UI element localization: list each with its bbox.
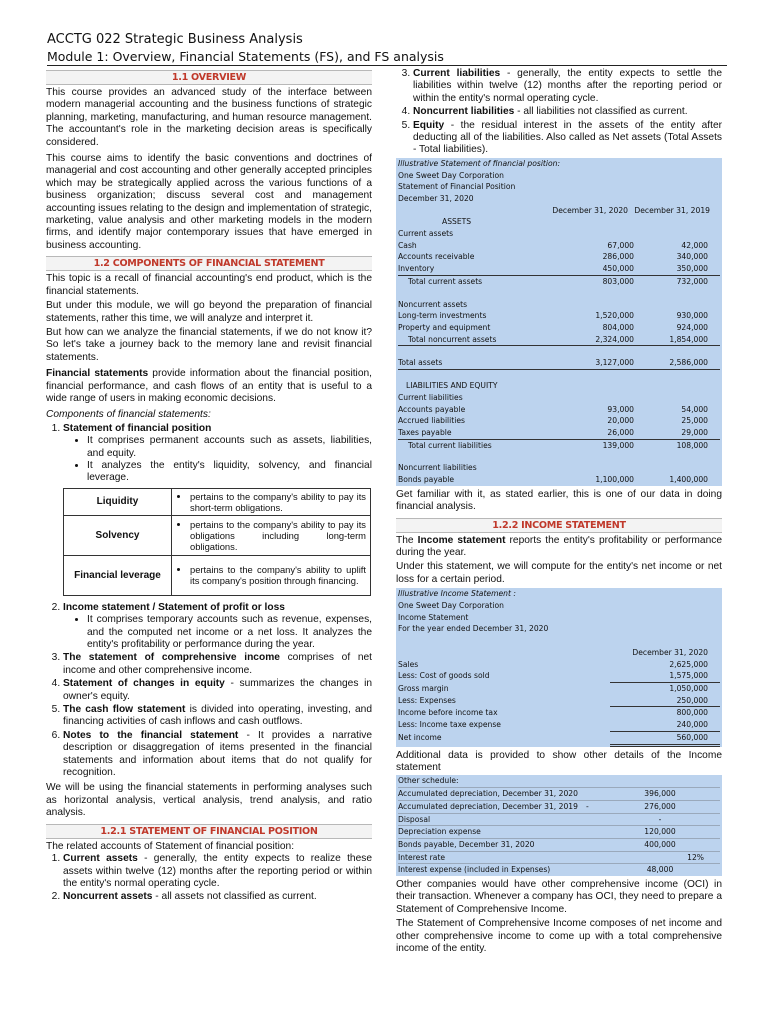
value: 400,000 bbox=[644, 839, 676, 849]
bullet-item: • pertains to the company's ability to uplift its company's position through financing. bbox=[190, 564, 366, 586]
item-title: Notes to the financial statement bbox=[63, 729, 239, 741]
company-name: One Sweet Day Corporation bbox=[398, 170, 504, 180]
value-2020: 67,000 bbox=[607, 240, 634, 250]
value-2020: 804,000 bbox=[602, 322, 634, 332]
table-row bbox=[398, 251, 720, 263]
text: - It provides a narrative description or disaggregation of items presented in the financial statements and information about items that do not qualify for recognition. bbox=[63, 729, 372, 779]
statement-name: Statement of Financial Position bbox=[398, 182, 516, 192]
row-label: Bonds payable, December 31, 2020 bbox=[398, 839, 535, 849]
illustration-title: Illustrative Statement of financial position: bbox=[398, 158, 561, 168]
list-item bbox=[63, 678, 372, 703]
table-cell bbox=[172, 515, 371, 555]
bullet-list bbox=[63, 435, 372, 485]
subheading: Noncurrent assets bbox=[398, 299, 468, 309]
value: 48,000 bbox=[646, 865, 674, 875]
column-header: December 31, 2020 bbox=[552, 205, 628, 215]
table-row bbox=[64, 555, 371, 595]
row-label: Inventory bbox=[398, 264, 435, 274]
value-2019: 350,000 bbox=[676, 264, 708, 274]
item-title: Income statement / Statement of profit or loss bbox=[63, 601, 285, 613]
paragraph: Other companies would have other comprehensive income (OCI) in their transaction. Whenever a company has OCI, they need to prepare a Statement of Comprehensive Income. bbox=[396, 879, 722, 915]
value-2020: 3,127,000 bbox=[595, 358, 634, 368]
value-2019: 54,000 bbox=[681, 404, 708, 414]
table-row bbox=[398, 276, 720, 288]
list-item bbox=[63, 891, 372, 903]
balance-sheet-illustration bbox=[396, 158, 722, 486]
text: - all liabilities not classified as current. bbox=[514, 106, 688, 118]
row-label: Accounts payable bbox=[398, 404, 466, 414]
table-row bbox=[64, 515, 371, 555]
value-2019: 732,000 bbox=[676, 276, 708, 286]
value: 120,000 bbox=[644, 827, 676, 837]
table-row bbox=[398, 440, 720, 452]
text: - summarizes the changes in owner's equity. bbox=[63, 678, 373, 702]
table-cell bbox=[172, 555, 371, 595]
statement-period: For the year ended December 31, 2020 bbox=[398, 624, 549, 634]
row-label: Total noncurrent assets bbox=[408, 334, 497, 344]
row-label: Total current liabilities bbox=[408, 440, 492, 450]
row-label: Depreciation expense bbox=[398, 827, 481, 837]
table-row bbox=[398, 670, 720, 683]
value: - bbox=[658, 814, 662, 824]
value-2020: 450,000 bbox=[602, 264, 634, 274]
paragraph: This course provides an advanced study of the interface between modern managerial accounting and the business functions of strategic planning, marketing, manufacturing, and human resource management. The accountant's role in the marketing decision areas is specifically considered. bbox=[46, 87, 372, 148]
company-name: One Sweet Day Corporation bbox=[398, 600, 504, 610]
section-heading-sfp: 1.2.1 STATEMENT OF FINANCIAL POSITION bbox=[46, 824, 372, 839]
row-label: Less: Cost of goods sold bbox=[398, 671, 490, 681]
value-2019: 340,000 bbox=[676, 252, 708, 262]
value: 560,000 bbox=[610, 732, 720, 747]
other-schedule bbox=[396, 775, 722, 876]
row-label: Accrued liabilities bbox=[398, 416, 465, 426]
ratios-table bbox=[63, 488, 371, 596]
row-label: Less: Expenses bbox=[398, 695, 456, 705]
text: - generally, the entity expects to realize these assets within twelve (12) months after the reporting period or within the entity's normal operating cycle. bbox=[63, 853, 373, 889]
illustration-title: Illustrative Income Statement : bbox=[398, 589, 516, 599]
value-2019: 42,000 bbox=[681, 240, 708, 250]
text: is divided into operating, investing, and financing activities of cash inflows and cash outflows. bbox=[63, 704, 372, 728]
list-item bbox=[63, 423, 372, 485]
components-list-continued bbox=[46, 602, 372, 780]
row-label: Sales bbox=[398, 659, 419, 669]
table-row bbox=[398, 695, 720, 708]
column-headers bbox=[398, 205, 720, 217]
value: 800,000 bbox=[676, 708, 708, 718]
components-list bbox=[46, 423, 372, 485]
value-2020: 26,000 bbox=[607, 427, 634, 437]
row-label: Interest rate bbox=[398, 852, 446, 862]
components-label: Components of financial statements: bbox=[46, 409, 211, 421]
item-title: Noncurrent liabilities bbox=[413, 106, 515, 118]
table-row bbox=[398, 775, 720, 788]
table-row bbox=[398, 427, 720, 440]
value: 1,575,000 bbox=[610, 670, 720, 683]
row-label: Income before income tax bbox=[398, 708, 498, 718]
table-row bbox=[398, 263, 720, 276]
value-2019: 108,000 bbox=[676, 440, 708, 450]
statement-name: Income Statement bbox=[398, 612, 469, 622]
table-row bbox=[64, 488, 371, 515]
section-heading-income-statement: 1.2.2 INCOME STATEMENT bbox=[396, 518, 722, 533]
value: 12% bbox=[687, 852, 704, 862]
section-heading-components: 1.2 COMPONENTS OF FINANCIAL STATEMENT bbox=[46, 256, 372, 271]
table-row bbox=[398, 732, 720, 747]
row-label: Accounts receivable bbox=[398, 252, 475, 262]
module-title: Module 1: Overview, Financial Statements (FS), and FS analysis bbox=[47, 48, 727, 66]
list-item bbox=[63, 853, 372, 890]
item-title: The cash flow statement bbox=[63, 704, 186, 716]
subheading: Noncurrent liabilities bbox=[398, 463, 477, 473]
paragraph bbox=[396, 535, 722, 560]
table-row bbox=[398, 839, 720, 852]
value-2019: 930,000 bbox=[676, 311, 708, 321]
page-header bbox=[47, 31, 727, 66]
value-2019: 2,586,000 bbox=[669, 358, 708, 368]
table-row bbox=[398, 683, 720, 695]
table-row bbox=[398, 864, 720, 876]
subheading: Current liabilities bbox=[398, 392, 463, 402]
column-header: December 31, 2019 bbox=[634, 205, 710, 215]
bullet-list bbox=[63, 614, 372, 651]
table-row bbox=[398, 814, 720, 827]
term: Financial statements bbox=[46, 368, 149, 380]
item-title: Noncurrent assets bbox=[63, 891, 153, 903]
income-statement-illustration bbox=[396, 588, 722, 746]
item-title: The statement of comprehensive income bbox=[63, 652, 280, 664]
value: 240,000 bbox=[610, 719, 720, 732]
term: Income statement bbox=[417, 534, 506, 546]
item-title: Equity bbox=[413, 119, 445, 131]
column-headers bbox=[398, 647, 720, 659]
text: reports the entity's profitability or performance during the year. bbox=[396, 534, 722, 558]
table-row bbox=[398, 415, 720, 427]
table-row bbox=[398, 852, 720, 865]
row-label: Cash bbox=[398, 240, 417, 250]
row-label: Bonds payable bbox=[398, 475, 455, 485]
list-item bbox=[63, 652, 372, 677]
table-row bbox=[398, 322, 720, 334]
row-label: Disposal bbox=[398, 814, 431, 824]
row-label: Long-term investments bbox=[398, 311, 487, 321]
bullet-item: • It analyzes the entity's liquidity, solvency, and financial leverage. bbox=[87, 460, 372, 485]
liabilities-equity-heading: LIABILITIES AND EQUITY bbox=[406, 381, 498, 391]
paragraph: Get familiar with it, as stated earlier, this is one of our data in doing financial analysis. bbox=[396, 488, 722, 513]
dash-mark: - bbox=[586, 801, 589, 811]
text: comprises of net income and other comprehensive income. bbox=[63, 652, 372, 676]
table-row bbox=[398, 719, 720, 732]
right-column bbox=[396, 68, 722, 959]
value-2019: 924,000 bbox=[676, 322, 708, 332]
value: 250,000 bbox=[610, 695, 720, 708]
schedule-title: Other schedule: bbox=[398, 776, 459, 786]
sfp-accounts-list-continued bbox=[396, 68, 722, 157]
text: provide information about the financial position, financial performance, and cash flows of an entity that is useful to a wide range of users in making economic decisions. bbox=[46, 368, 372, 404]
row-label: Less: Income taxe expense bbox=[398, 720, 501, 730]
value: 1,050,000 bbox=[669, 684, 708, 694]
table-row bbox=[398, 707, 720, 719]
table-cell bbox=[172, 488, 371, 515]
paragraph: This topic is a recall of financial accounting's end product, which is the financial statements. bbox=[46, 273, 372, 297]
item-title: Statement of changes in equity bbox=[63, 678, 225, 690]
assets-heading: ASSETS bbox=[442, 217, 472, 227]
table-cell: Liquidity bbox=[64, 488, 172, 515]
text: - all assets not classified as current. bbox=[152, 891, 317, 903]
paragraph: This course aims to identify the basic conventions and doctrines of managerial and cost accounting and other generally accepted principles which may be strategically applied across the various functions of a business organization; discuss several cost and management accounting issues relating to the design and implementation of strategic, marketing, value analysis and other marketing models in the modern firms, and identify major contemporary issues that have emerged in business accounting. bbox=[46, 153, 372, 251]
bullet-item: • It comprises temporary accounts such as revenue, expenses, and the computed net income or a net loss. It analyzes the entity's profitability or performance during the year. bbox=[87, 614, 372, 651]
row-label: Total assets bbox=[398, 358, 443, 368]
table-row bbox=[398, 240, 720, 252]
value-2020: 139,000 bbox=[602, 440, 634, 450]
table-cell: Financial leverage bbox=[64, 555, 172, 595]
table-row bbox=[398, 788, 720, 801]
table-row bbox=[398, 801, 720, 814]
row-label: Property and equipment bbox=[398, 322, 491, 332]
value-2020: 1,520,000 bbox=[595, 311, 634, 321]
table-row bbox=[398, 334, 720, 347]
bullet-item: • pertains to the company's ability to pay its obligations including long-term obligations. bbox=[190, 519, 366, 552]
list-item bbox=[413, 68, 722, 105]
table-row bbox=[398, 357, 720, 370]
list-item bbox=[63, 730, 372, 780]
value-2020: 20,000 bbox=[607, 416, 634, 426]
item-title: Current assets bbox=[63, 853, 138, 865]
sfp-accounts-list bbox=[46, 853, 372, 904]
table-cell: Solvency bbox=[64, 515, 172, 555]
row-label: Accumulated depreciation, December 31, 2020 bbox=[398, 789, 578, 799]
value-2019: 1,400,000 bbox=[669, 475, 708, 485]
section-heading-overview: 1.1 OVERVIEW bbox=[46, 70, 372, 85]
row-label: Accumulated depreciation, December 31, 2019 bbox=[398, 801, 578, 811]
row-label: Taxes payable bbox=[398, 427, 452, 437]
table-row bbox=[398, 826, 720, 839]
text: - generally, the entity expects to settle the liabilities within twelve (12) months after the reporting period or within the entity's normal operating cycle. bbox=[413, 68, 722, 104]
list-item bbox=[413, 106, 722, 118]
table-row bbox=[398, 659, 720, 671]
list-item bbox=[63, 602, 372, 652]
list-item bbox=[413, 120, 722, 157]
value-2020: 2,324,000 bbox=[595, 334, 634, 344]
column-header: December 31, 2020 bbox=[632, 647, 708, 657]
paragraph bbox=[46, 368, 372, 405]
subheading: Current assets bbox=[398, 229, 454, 239]
paragraph: Additional data is provided to show other details of the Income statement bbox=[396, 749, 722, 773]
row-label: Gross margin bbox=[398, 684, 449, 694]
table-row bbox=[398, 474, 720, 486]
value: 276,000 bbox=[644, 801, 676, 811]
paragraph: The Statement of Comprehensive Income composes of net income and other comprehensive income to come up with a total comprehensive income of the entity. bbox=[396, 918, 722, 955]
item-title: Current liabilities bbox=[413, 68, 501, 79]
value-2020: 93,000 bbox=[607, 404, 634, 414]
list-item bbox=[63, 704, 372, 729]
value-2019: 1,854,000 bbox=[669, 334, 708, 344]
paragraph: Under this statement, we will compute for the entity's net income or net loss for a certain period. bbox=[396, 561, 722, 585]
statement-date: December 31, 2020 bbox=[398, 193, 474, 203]
value-2019: 29,000 bbox=[681, 427, 708, 437]
table-row bbox=[398, 404, 720, 416]
bullet-item: • pertains to the company's ability to pay its short-term obligations. bbox=[190, 491, 366, 513]
paragraph: But how can we analyze the financial statements, if we do not know it? So let's take a journey back to the memory lane and revisit financial statements. bbox=[46, 326, 372, 363]
value: 396,000 bbox=[644, 789, 676, 799]
row-label: Net income bbox=[398, 732, 442, 742]
item-title: Statement of financial position bbox=[63, 422, 212, 434]
row-label: Total current assets bbox=[408, 276, 483, 286]
bullet-item: • It comprises permanent accounts such as assets, liabilities, and equity. bbox=[87, 435, 372, 460]
value-2020: 1,100,000 bbox=[595, 475, 634, 485]
value-2019: 25,000 bbox=[681, 416, 708, 426]
paragraph: We will be using the financial statements in performing analyses such as horizontal analysis, vertical analysis, trend analysis, and ratio analysis. bbox=[46, 782, 372, 819]
value-2020: 803,000 bbox=[602, 276, 634, 286]
paragraph: But under this module, we will go beyond the preparation of financial statements, rather this time, we will analyze and interpret it. bbox=[46, 300, 372, 324]
value-2020: 286,000 bbox=[602, 252, 634, 262]
left-column bbox=[46, 68, 372, 905]
text: The bbox=[396, 534, 418, 546]
value: 2,625,000 bbox=[669, 659, 708, 669]
text: - the residual interest in the assets of the entity after deducting all of the liabilities. Also called as Net assets (Total Assets - Total liabilities). bbox=[413, 119, 722, 156]
paragraph: The related accounts of Statement of financial position: bbox=[46, 840, 295, 852]
row-label: Interest expense (included in Expenses) bbox=[398, 865, 551, 875]
course-title: ACCTG 022 Strategic Business Analysis bbox=[47, 32, 303, 47]
table-row bbox=[398, 310, 720, 322]
